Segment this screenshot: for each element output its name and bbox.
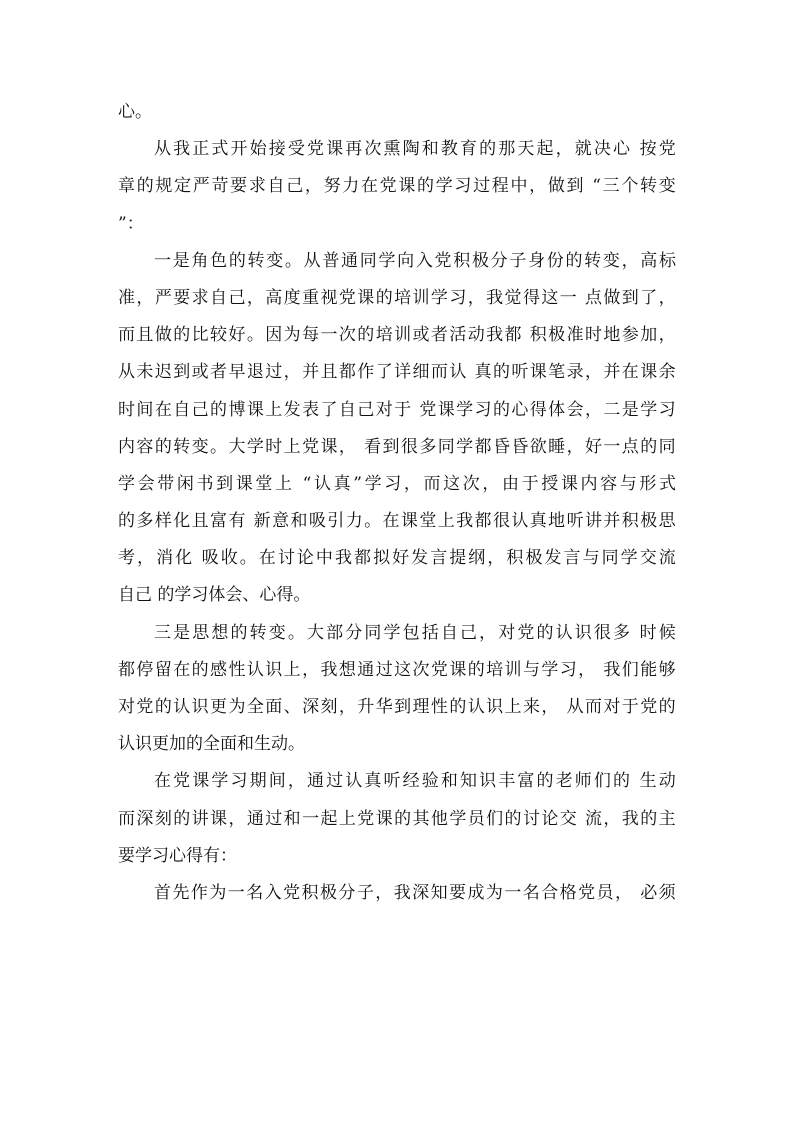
text-line: 学 会 带 闲 书 到 课 堂 上 “ 认 真 ” 学 习 ， 而 这 次 ， 由 于 授 课 内 容 与 形 式 (118, 473, 676, 494)
text-line: 章 的 规 定 严 苛 要 求 自 己 ， 努 力 在 党 课 的 学 习 过 程 中 ， 做 到 “ 三 个 转 变 (118, 176, 676, 197)
text-line: 从 未 迟 到 或 者 早 退 过 ， 并 且 都 作 了 详 细 而 认 真 的 听 课 笔 录 ， 并 在 课 余 (118, 362, 676, 383)
text-line: 从 我 正 式 开 始 接 受 党 课 再 次 熏 陶 和 教 育 的 那 天 起 ， 就 决 心 按 党 (154, 139, 676, 160)
text-line: 的 多 样 化 且 富 有 新 意 和 吸 引 力 。 在 课 堂 上 我 都 很 认 真 地 听 讲 并 积 极 思 (118, 511, 676, 532)
text-line: 在 党 课 学 习 期 间 ， 通 过 认 真 听 经 验 和 知 识 丰 富 的 老 师 们 的 生 动 (154, 771, 676, 792)
body-text (118, 94, 676, 912)
text-line: 准 ， 严 要 求 自 己 ， 高 度 重 视 党 课 的 培 训 学 习 ， 我 觉 得 这 一 点 做 到 了 ， (118, 287, 676, 308)
text-line: 要学习心得有： (118, 845, 237, 866)
text-line: 心。 (118, 102, 152, 122)
text-line: 时 间 在 自 己 的 博 课 上 发 表 了 自 己 对 于 党 课 学 习 的 心 得 体 会 ， 二 是 学 习 (118, 399, 676, 420)
text-line: 而 深 刻 的 讲 课 ， 通 过 和 一 起 上 党 课 的 其 他 学 员 们 的 讨 论 交 流 ， 我 的 主 (118, 808, 676, 829)
text-line: 考 ， 消 化 吸 收 。 在 讨 论 中 我 都 拟 好 发 言 提 纲 ， 积 极 发 言 与 同 学 交 流 (118, 548, 676, 569)
text-line: ”： (118, 213, 144, 234)
text-line: 而 且 做 的 比 较 好 。 因 为 每 一 次 的 培 训 或 者 活 动 我 都 积 极 准 时 地 参 加 ， (118, 325, 676, 346)
text-line: 对 党 的 认 识 更 为 全 面 、 深 刻 ， 升 华 到 理 性 的 认 识 上 来 ， 从 而 对 于 党 的 (118, 697, 676, 717)
text-line: 一 是 角 色 的 转 变 。 从 普 通 同 学 向 入 党 积 极 分 子 身 份 的 转 变 ， 高 标 (154, 250, 676, 271)
text-line: 首 先 作 为 一 名 入 党 积 极 分 子 ， 我 深 知 要 成 为 一 名 合 格 党 员 ， 必 须 (154, 882, 676, 903)
text-line: 认识更加的全面和生动。 (118, 734, 305, 755)
text-line: 三 是 思 想 的 转 变 。 大 部 分 同 学 包 括 自 己 ， 对 党 的 认 识 很 多 时 候 (154, 622, 676, 643)
text-line: 都 停 留 在 的 感 性 认 识 上 ， 我 想 通 过 这 次 党 课 的 培 训 与 学 习 ， 我 们 能 够 (118, 659, 676, 680)
text-line: 自己 的学习体会、心得。 (118, 585, 311, 606)
text-line: 内 容 的 转 变 。 大 学 时 上 党 课 ， 看 到 很 多 同 学 都 昏 昏 欲 睡 ， 好 一 点 的 同 (118, 436, 676, 457)
